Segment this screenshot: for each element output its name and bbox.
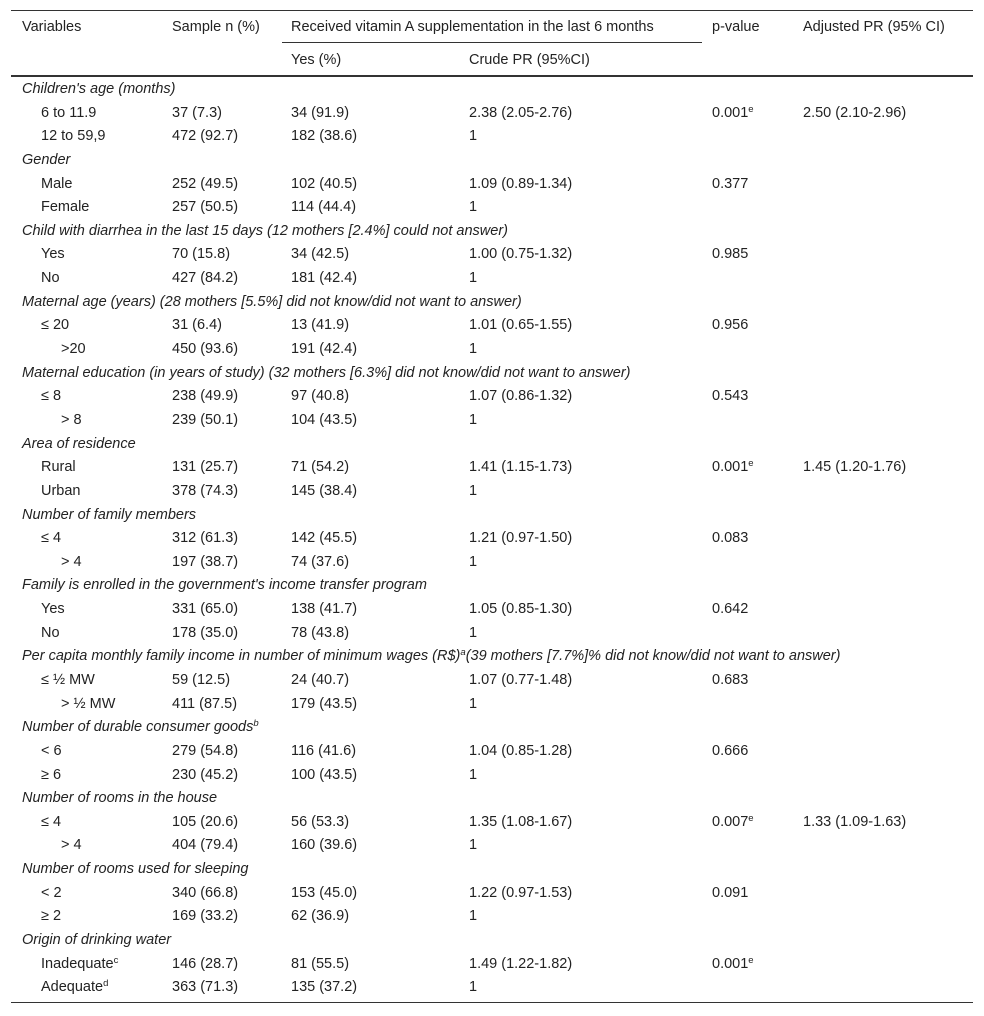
cell-sample: 257 (50.5) — [172, 199, 239, 216]
row-label-text: ≤ 8 — [41, 388, 62, 405]
row-label — [41, 742, 62, 760]
cell-sample: 239 (50.1) — [172, 411, 239, 428]
bottom-rule — [11, 1002, 973, 1003]
row-label-text: ≥ 2 — [41, 908, 62, 925]
category-label — [22, 718, 259, 736]
cell-yes: 153 (45.0) — [291, 884, 358, 901]
pvalue-footnote: e — [748, 103, 754, 115]
row-label — [41, 884, 62, 902]
category-label — [22, 293, 522, 311]
cell-pvalue — [712, 104, 754, 122]
cell-yes: 24 (40.7) — [291, 672, 350, 688]
pvalue-text: 0.377 — [712, 175, 749, 192]
header-variables: Variables — [22, 19, 82, 35]
cell-adjusted: 1.45 (1.20-1.76) — [803, 459, 907, 476]
category-text: Number of rooms in the house — [22, 790, 218, 807]
row-label — [41, 175, 72, 193]
category-label — [22, 151, 70, 169]
cell-crude: 1.07 (0.86-1.32) — [469, 388, 573, 405]
cell-yes: 191 (42.4) — [291, 341, 358, 358]
pvalue-text: 0.001 — [712, 104, 749, 121]
category-text: Number of family members — [22, 506, 197, 523]
cell-crude: 1.41 (1.15-1.73) — [469, 459, 573, 476]
row-label-text: < 6 — [41, 742, 62, 759]
cell-yes: 97 (40.8) — [291, 388, 350, 405]
pvalue-text: 0.083 — [712, 530, 749, 547]
pvalue-footnote: e — [748, 954, 754, 966]
header-crude: Crude PR (95%CI) — [469, 52, 590, 68]
category-label — [22, 789, 217, 807]
cell-sample: 279 (54.8) — [172, 742, 239, 759]
pvalue-text: 0.543 — [712, 388, 749, 405]
cell-sample: 363 (71.3) — [172, 979, 239, 996]
cell-yes: 116 (41.6) — [291, 742, 357, 759]
cell-sample: 105 (20.6) — [172, 813, 239, 830]
pvalue-text: 0.091 — [712, 884, 749, 901]
cell-crude: 1 — [469, 482, 478, 499]
cell-crude: 1.49 (1.22-1.82) — [469, 955, 573, 972]
row-label — [61, 411, 82, 429]
row-label-text: ≤ 20 — [41, 317, 70, 334]
row-label — [41, 127, 106, 145]
cell-sample: 411 (87.5) — [172, 695, 238, 712]
category-text: Number of durable consumer goods — [22, 719, 254, 736]
cell-sample: 31 (6.4) — [172, 317, 222, 334]
category-text: Area of residence — [22, 435, 136, 452]
header-group: Received vitamin A supplementation in the last 6 months — [291, 19, 654, 35]
row-label — [41, 482, 81, 500]
cell-crude: 1.09 (0.89-1.34) — [469, 175, 573, 192]
cell-pvalue — [712, 884, 748, 902]
cell-crude: 1.35 (1.08-1.67) — [469, 813, 573, 830]
cell-yes: 100 (43.5) — [291, 766, 358, 783]
cell-sample: 37 (7.3) — [172, 104, 222, 121]
category-text: Per capita monthly family income in number of minimum wages (R$) — [22, 648, 461, 665]
cell-yes: 74 (37.6) — [291, 553, 350, 570]
cell-sample: 252 (49.5) — [172, 175, 239, 192]
row-label — [41, 104, 96, 122]
row-label — [41, 955, 118, 973]
cell-crude: 1.04 (0.85-1.28) — [469, 742, 573, 759]
cell-yes: 102 (40.5) — [291, 175, 358, 192]
cell-crude: 1.00 (0.75-1.32) — [469, 246, 573, 263]
cell-adjusted: 2.50 (2.10-2.96) — [803, 104, 907, 121]
category-text: Child with diarrhea in the last 15 days (12 mothers [2.4%] could not answer) — [22, 222, 508, 239]
row-label-text: ≤ 4 — [41, 813, 62, 830]
cell-crude: 1 — [469, 199, 478, 216]
cell-crude: 1 — [469, 341, 478, 358]
row-label-text: Adequate — [41, 979, 104, 996]
row-label — [61, 340, 86, 358]
cell-yes: 34 (42.5) — [291, 246, 350, 263]
row-label — [41, 316, 69, 334]
cell-crude: 1 — [469, 908, 478, 925]
row-label-text: Rural — [41, 459, 76, 476]
cell-yes: 181 (42.4) — [291, 270, 358, 287]
cell-yes: 138 (41.7) — [291, 601, 358, 618]
row-label-text: ≥ 6 — [41, 766, 62, 783]
row-label — [41, 907, 61, 925]
category-footnote: b — [253, 718, 259, 730]
cell-pvalue — [712, 316, 748, 334]
cell-crude: 1.21 (0.97-1.50) — [469, 530, 573, 547]
cell-crude: 1.07 (0.77-1.48) — [469, 672, 573, 688]
cell-crude: 1 — [469, 695, 478, 712]
header-sample: Sample n (%) — [172, 19, 260, 35]
row-label-text: > 8 — [61, 411, 82, 428]
row-label — [41, 387, 61, 405]
cell-sample: 427 (84.2) — [172, 270, 239, 287]
row-label — [41, 458, 76, 476]
cell-yes: 104 (43.5) — [291, 411, 358, 428]
cell-yes: 34 (91.9) — [291, 104, 350, 121]
category-label — [22, 435, 136, 453]
row-label-text: 12 to 59,9 — [41, 128, 106, 145]
row-label-text: ≤ 4 — [41, 530, 62, 547]
row-label — [41, 529, 61, 547]
row-label-text: 6 to 11.9 — [41, 104, 97, 121]
cell-sample: 340 (66.8) — [172, 884, 239, 901]
category-label — [22, 364, 631, 382]
cell-sample: 404 (79.4) — [172, 837, 239, 854]
cell-pvalue — [712, 245, 748, 263]
row-label-text: > ½ MW — [61, 695, 116, 712]
cell-crude: 1 — [469, 270, 478, 287]
pvalue-text: 0.007 — [712, 813, 749, 830]
cell-crude: 1 — [469, 411, 478, 428]
row-label — [41, 978, 108, 996]
cell-pvalue — [712, 175, 748, 193]
cell-sample: 70 (15.8) — [172, 246, 231, 263]
row-label — [41, 600, 65, 618]
cell-yes: 71 (54.2) — [291, 459, 350, 476]
cell-yes: 179 (43.5) — [291, 695, 358, 712]
cell-crude: 1 — [469, 766, 478, 783]
pvalue-text: 0.683 — [712, 672, 749, 688]
cell-pvalue — [712, 458, 754, 476]
cell-sample: 312 (61.3) — [172, 530, 239, 547]
row-label-text: > 4 — [61, 837, 82, 854]
cell-crude: 1 — [469, 979, 478, 996]
header-adjusted: Adjusted PR (95% CI) — [803, 19, 945, 35]
pvalue-text: 0.956 — [712, 317, 749, 334]
row-label-text: Yes — [41, 246, 65, 263]
row-label-text: Female — [41, 199, 90, 216]
category-text: Family is enrolled in the government's income transfer program — [22, 577, 427, 594]
row-label-text: < 2 — [41, 884, 62, 901]
cell-sample: 178 (35.0) — [172, 624, 239, 641]
pvalue-text: 0.666 — [712, 742, 749, 759]
cell-crude: 1 — [469, 553, 478, 570]
cell-sample: 131 (25.7) — [172, 459, 239, 476]
row-label-footnote: d — [103, 978, 109, 990]
row-label — [61, 553, 82, 571]
row-label-text: No — [41, 270, 60, 287]
category-text: Number of rooms used for sleeping — [22, 861, 249, 878]
cell-pvalue — [712, 742, 748, 760]
cell-pvalue — [712, 600, 748, 618]
cell-crude: 1.22 (0.97-1.53) — [469, 884, 573, 901]
cell-sample: 472 (92.7) — [172, 128, 239, 145]
cell-crude: 1.05 (0.85-1.30) — [469, 601, 573, 618]
cell-sample: 230 (45.2) — [172, 766, 239, 783]
cell-sample: 238 (49.9) — [172, 388, 239, 405]
pvalue-text: 0.001 — [712, 955, 749, 972]
cell-yes: 135 (37.2) — [291, 979, 358, 996]
cell-pvalue — [712, 671, 748, 689]
category-label — [22, 506, 196, 524]
cell-pvalue — [712, 529, 748, 547]
cell-pvalue — [712, 813, 754, 831]
cell-sample: 197 (38.7) — [172, 553, 239, 570]
cell-sample: 59 (12.5) — [172, 672, 231, 688]
cell-crude: 1 — [469, 128, 478, 145]
row-label — [41, 624, 60, 642]
row-label-text: Male — [41, 175, 73, 192]
cell-yes: 145 (38.4) — [291, 482, 358, 499]
row-label-text: No — [41, 624, 60, 641]
row-label-text: >20 — [61, 341, 86, 358]
row-label — [61, 836, 82, 854]
category-text: Maternal education (in years of study) (32 mothers [6.3%] did not know/did not want to answer) — [22, 364, 631, 381]
cell-yes: 13 (41.9) — [291, 317, 350, 334]
cell-crude: 1 — [469, 624, 478, 641]
row-label — [41, 813, 61, 831]
row-label-text: Yes — [41, 601, 65, 618]
row-label-text: ≤ ½ MW — [41, 672, 95, 688]
row-label-text: Inadequate — [41, 955, 114, 972]
pvalue-text: 0.001 — [712, 459, 749, 476]
category-text: Origin of drinking water — [22, 932, 172, 949]
row-label-text: Urban — [41, 482, 81, 499]
category-label — [22, 576, 427, 594]
cell-yes: 78 (43.8) — [291, 624, 350, 641]
category-note: (39 mothers [7.7%]% did not know/did not want to answer) — [465, 648, 841, 665]
category-text: Gender — [22, 151, 71, 168]
category-label — [22, 647, 840, 665]
row-label — [41, 245, 65, 263]
category-footnote: a — [460, 647, 466, 659]
cell-pvalue — [712, 955, 754, 973]
row-label — [61, 695, 115, 713]
cell-yes: 81 (55.5) — [291, 955, 350, 972]
cell-crude: 1.01 (0.65-1.55) — [469, 317, 573, 334]
category-label — [22, 80, 175, 98]
category-text: Children's age (months) — [22, 81, 176, 97]
cell-adjusted: 1.33 (1.09-1.63) — [803, 813, 907, 830]
cell-yes: 160 (39.6) — [291, 837, 358, 854]
cell-sample: 378 (74.3) — [172, 482, 239, 499]
cell-yes: 62 (36.9) — [291, 908, 350, 925]
cell-yes: 142 (45.5) — [291, 530, 358, 547]
group-rule — [282, 42, 702, 43]
cell-crude: 1 — [469, 837, 478, 854]
pvalue-text: 0.985 — [712, 246, 749, 263]
cell-yes: 114 (44.4) — [291, 199, 357, 216]
cell-sample: 450 (93.6) — [172, 341, 239, 358]
pvalue-footnote: e — [748, 812, 754, 824]
row-label — [41, 198, 89, 216]
header-pvalue: p-value — [712, 19, 760, 35]
row-label — [41, 671, 95, 689]
header-yes: Yes (%) — [291, 52, 342, 68]
row-label-footnote: c — [113, 954, 119, 966]
top-rule — [11, 10, 973, 11]
category-label — [22, 931, 171, 949]
cell-yes: 56 (53.3) — [291, 813, 350, 830]
row-label — [41, 269, 60, 287]
cell-sample: 146 (28.7) — [172, 955, 239, 972]
category-label — [22, 860, 248, 878]
pvalue-footnote: e — [748, 458, 754, 470]
cell-pvalue — [712, 387, 748, 405]
cell-sample: 169 (33.2) — [172, 908, 239, 925]
header-rule — [11, 75, 973, 77]
category-text: Maternal age (years) (28 mothers [5.5%] did not know/did not want to answer) — [22, 293, 522, 310]
pvalue-text: 0.642 — [712, 601, 749, 618]
row-label — [41, 766, 61, 784]
cell-sample: 331 (65.0) — [172, 601, 239, 618]
cell-crude: 2.38 (2.05-2.76) — [469, 104, 573, 121]
row-label-text: > 4 — [61, 553, 82, 570]
cell-yes: 182 (38.6) — [291, 128, 358, 145]
category-label — [22, 222, 508, 240]
